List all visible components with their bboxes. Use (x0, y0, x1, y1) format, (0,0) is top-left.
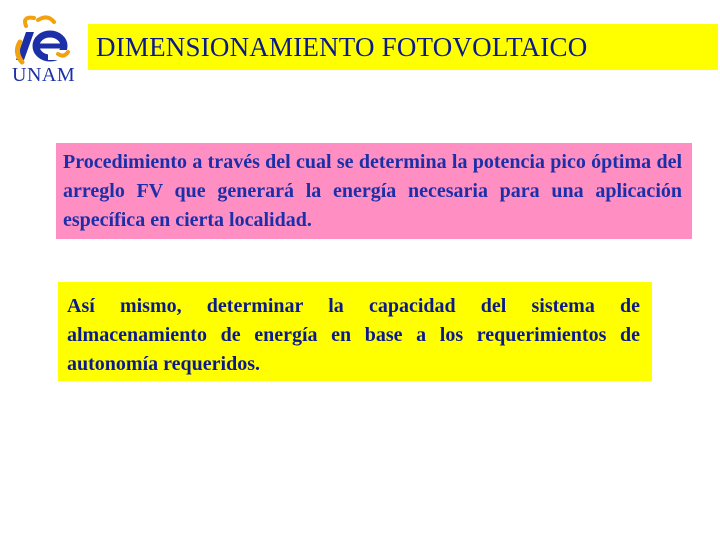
page-title: DIMENSIONAMIENTO FOTOVOLTAICO (96, 31, 588, 62)
note-box: Así mismo, determinar la capacidad del sistema de almacenamiento de energía en base a los requerimientos de autonomía requeridos. (58, 282, 652, 381)
ie-logo-icon (8, 12, 72, 68)
org-label: UNAM (12, 64, 76, 86)
title-bar (88, 24, 718, 70)
definition-box: Procedimiento a través del cual se determina la potencia pico óptima del arreglo FV que generará la energía necesaria para una aplicación específica en cierta localidad. (56, 143, 692, 239)
